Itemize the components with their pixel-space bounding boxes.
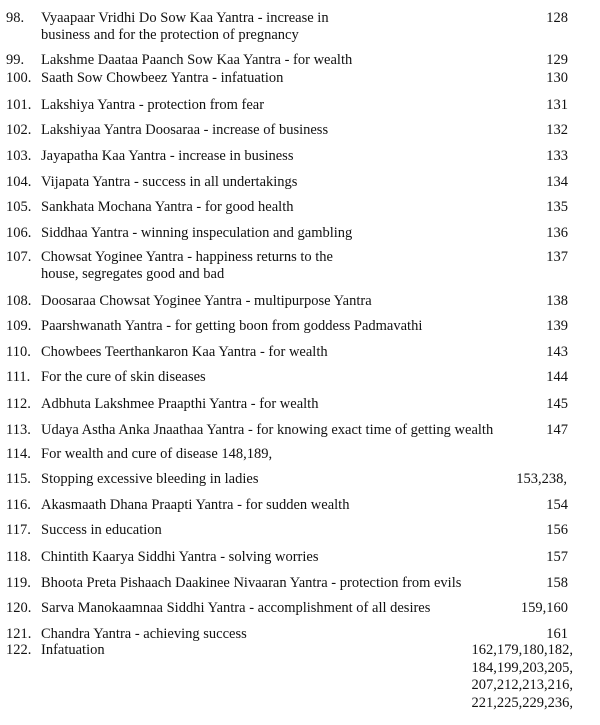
entry-title: [41, 318, 541, 335]
entry-page-numbers: [546, 549, 568, 566]
entry-page-numbers: [546, 174, 568, 191]
entry-title-line: Chintith Kaarya Siddhi Yantra - solving worries: [41, 549, 319, 565]
entry-title-line: Adbhuta Lakshmee Praapthi Yantra - for wealth: [41, 396, 319, 412]
entry-title: [41, 549, 541, 566]
page-number: 145: [546, 396, 568, 412]
entry-number: 118.: [6, 549, 31, 565]
entry-number: 121.: [6, 626, 32, 642]
entry-title-line: Doosaraa Chowsat Yoginee Yantra - multipurpose Yantra: [41, 293, 372, 309]
entry-title-line: For the cure of skin diseases: [41, 369, 206, 385]
entry-title-line: Lakshiyaa Yantra Doosaraa - increase of business: [41, 122, 329, 138]
entry-title-line: Paarshwanath Yantra - for getting boon from goddess Padmavathi: [41, 318, 423, 334]
entry-title: [41, 225, 541, 242]
entry-title-line: Chandra Yantra - achieving success: [41, 626, 247, 642]
entry-title-line: Vijapata Yantra - success in all undertakings: [41, 174, 298, 190]
page-number: 157: [546, 549, 568, 565]
entry-title-line: Vyaapaar Vridhi Do Sow Kaa Yantra - increase in: [41, 10, 329, 26]
page-number: 158: [546, 575, 568, 591]
entry-title: [41, 344, 541, 361]
entry-page-numbers: [546, 52, 568, 69]
entry-page-numbers: [546, 70, 568, 87]
entry-title: [41, 626, 541, 643]
page-number: 159,160: [520, 600, 568, 616]
entry-title: [41, 446, 541, 463]
page-number: 147: [546, 422, 568, 438]
entry-page-numbers: [546, 369, 568, 386]
entry-page-numbers: [546, 318, 568, 335]
entry-number: 105.: [6, 199, 32, 215]
entry-title: [41, 199, 541, 216]
entry-number: 102.: [6, 122, 32, 138]
entry-page-numbers: [546, 225, 568, 242]
entry-number: 110.: [6, 344, 31, 360]
entry-number: 103.: [6, 148, 32, 164]
entry-title: [41, 97, 541, 114]
entry-title: [41, 422, 541, 439]
entry-number: 98.: [6, 10, 25, 26]
page-number: 129: [546, 52, 568, 68]
entry-title-line: Chowsat Yoginee Yantra - happiness returns to the: [41, 249, 333, 265]
entry-title-line: Lakshiya Yantra - protection from fear: [41, 97, 265, 113]
entry-title-line: Bhoota Preta Pishaach Daakinee Nivaaran Yantra - protection from evils: [41, 575, 462, 591]
page-number: 221,225,229,236,: [471, 694, 573, 711]
entry-number: 107.: [6, 249, 32, 265]
page-number: 130: [546, 70, 568, 86]
page-number: 139: [546, 318, 568, 334]
entry-page-numbers: [546, 422, 568, 439]
page-number: 134: [546, 174, 568, 190]
entry-number: 106.: [6, 225, 32, 241]
page-number: 154: [546, 497, 568, 513]
page-number: 153,238,: [516, 471, 567, 487]
entry-number: 116.: [6, 497, 31, 513]
entry-title-line: Lakshme Daataa Paanch Sow Kaa Yantra - for wealth: [41, 52, 353, 68]
entry-title-line: Infatuation: [41, 642, 105, 658]
entry-number: 111.: [6, 369, 31, 385]
entry-title-line: For wealth and cure of disease 148,189,: [41, 446, 273, 462]
entry-number: 112.: [6, 396, 31, 412]
entry-page-numbers: [546, 10, 568, 27]
page-number: 143: [546, 344, 568, 360]
page-number: 138: [546, 293, 568, 309]
entry-page-numbers: [546, 122, 568, 139]
page-number: 156: [546, 522, 568, 538]
entry-title-line: house, segregates good and bad: [41, 266, 225, 282]
entry-title-line: Saath Sow Chowbeez Yantra - infatuation: [41, 70, 284, 86]
entry-title-line: Jayapatha Kaa Yantra - increase in business: [41, 148, 294, 164]
entry-title: [41, 497, 541, 514]
page-number: 162,179,180,182,: [471, 642, 573, 658]
entry-number: 119.: [6, 575, 31, 591]
entry-number: 101.: [6, 97, 32, 113]
entry-title-line: Chowbees Teerthankaron Kaa Yantra - for wealth: [41, 344, 328, 360]
entry-number: 120.: [6, 600, 32, 616]
entry-title: [41, 471, 541, 488]
entry-page-numbers: [516, 471, 567, 488]
entry-title-line: business and for the protection of pregnancy: [41, 27, 299, 43]
page-number: 161: [546, 626, 568, 642]
entry-title: [41, 122, 541, 139]
entry-title-line: Sankhata Mochana Yantra - for good health: [41, 199, 294, 215]
entry-page-numbers: [546, 97, 568, 114]
entry-page-numbers: [546, 575, 568, 592]
entry-page-numbers: [472, 642, 574, 712]
entry-page-numbers: [546, 249, 568, 266]
entry-title-line: Success in education: [41, 522, 162, 538]
entry-page-numbers: [546, 522, 568, 539]
entry-page-numbers: [546, 396, 568, 413]
entry-number: 100.: [6, 70, 32, 86]
entry-title: [41, 600, 541, 617]
page-number: 184,199,203,205,: [471, 659, 573, 676]
entry-title: [41, 396, 541, 413]
page-number: 144: [546, 369, 568, 385]
entry-title: [41, 52, 541, 69]
page-number: 128: [546, 10, 568, 26]
entry-title: [41, 293, 541, 310]
entry-number: 104.: [6, 174, 32, 190]
entry-page-numbers: [546, 626, 568, 643]
page-number: 133: [546, 148, 568, 164]
entry-title: [41, 522, 541, 539]
entry-title-line: Akasmaath Dhana Praapti Yantra - for sudden wealth: [41, 497, 350, 513]
entry-number: 115.: [6, 471, 31, 487]
entry-title: [41, 174, 541, 191]
page-number: 132: [546, 122, 568, 138]
entry-title-line: Udaya Astha Anka Jnaathaa Yantra - for knowing exact time of getting wealth: [41, 422, 494, 438]
entry-page-numbers: [546, 199, 568, 216]
entry-number: 99.: [6, 52, 25, 68]
entry-number: 108.: [6, 293, 32, 309]
entry-page-numbers: [546, 497, 568, 514]
entry-title-line: Stopping excessive bleeding in ladies: [41, 471, 259, 487]
page-number: 137: [546, 249, 568, 265]
entry-title: [41, 642, 541, 659]
entry-number: 113.: [6, 422, 31, 438]
entry-page-numbers: [546, 293, 568, 310]
entry-title: [41, 70, 541, 87]
entry-title: [41, 575, 541, 592]
entry-title-line: Siddhaa Yantra - winning inspeculation and gambling: [41, 225, 353, 241]
page-number: 136: [546, 225, 568, 241]
entry-number: 109.: [6, 318, 32, 334]
page-number: 131: [546, 97, 568, 113]
entry-title: [41, 148, 541, 165]
entry-number: 114.: [6, 446, 31, 462]
entry-title: [41, 369, 541, 386]
entry-page-numbers: [546, 344, 568, 361]
entry-title-line: Sarva Manokaamnaa Siddhi Yantra - accomplishment of all desires: [41, 600, 431, 616]
entry-title: [41, 249, 541, 283]
entry-page-numbers: [521, 600, 568, 617]
entry-number: 117.: [6, 522, 31, 538]
page-number: 207,212,213,216,: [471, 677, 573, 693]
entry-number: 122.: [6, 642, 32, 658]
entry-page-numbers: [546, 148, 568, 165]
entry-title: [41, 10, 541, 44]
page-number: 135: [546, 199, 568, 215]
